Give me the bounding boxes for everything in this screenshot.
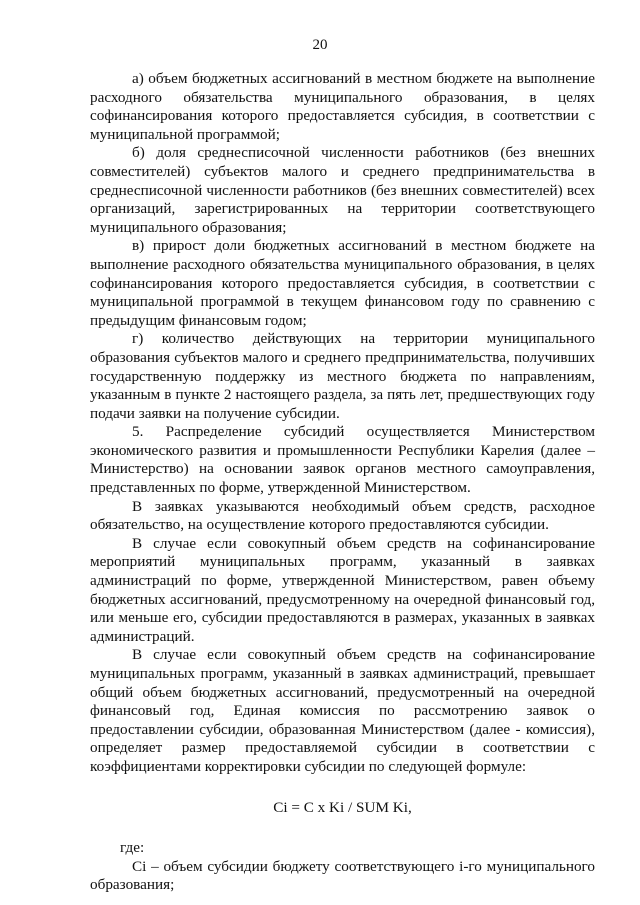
paragraph-g: г) количество действующих на территории муниципального образования субъектов малого и среднего предпринимательства, получивших государственную поддержку из местного бюджета по направлениям, указанным в пункте 2 настоящего раздела, за пять лет, предшествующих году подачи заявки на получение субсидии. <box>90 330 595 422</box>
paragraph-equal-case: В случае если совокупный объем средств на софинансирование мероприятий муниципальных программ, указанный в заявках администраций по форме, утвержденной Министерством, равен объему бюджетных ассигнований, предусмотренному на очередной финансовый год, или меньше его, субсидии предоставляются в размерах, указанных в заявках администраций. <box>90 534 595 645</box>
paragraph-a: а) объем бюджетных ассигнований в местном бюджете на выполнение расходного обязательства муниципального образования, в целях софинансирования которого предоставляется субсидия, в соответствии с муниципальной программой; <box>90 70 595 143</box>
document-body <box>90 70 595 895</box>
paragraph-requests: В заявках указываются необходимый объем средств, расходное обязательство, на осуществление которого предоставляются субсидии. <box>90 497 595 534</box>
where-label: где: <box>120 839 145 857</box>
paragraph-v: в) прирост доли бюджетных ассигнований в местном бюджете на выполнение расходного обязательства муниципального образования, в целях софинансирования которого предоставляется субсидия, в соответствии с муниципальной программой в текущем финансовом году по сравнению с предыдущим финансовым годом; <box>90 237 595 329</box>
page-number: 20 <box>312 37 328 53</box>
paragraph-5: 5. Распределение субсидий осуществляется Министерством экономического развития и промышленности Республики Карелия (далее – Министерство) на основании заявок органов местного самоуправления, представленных по форме, утвержденной Министерством. <box>90 423 595 497</box>
paragraph-exceeds-case: В случае если совокупный объем средств на софинансирование муниципальных программ, указанный в заявках администраций, превышает общий объем бюджетных ассигнований, предусмотренный на очередной финансовый год, Единая комиссия по рассмотрению заявок о предоставлении субсидии, образованная Министерством (далее - комиссия), определяет размер предоставляемой субсидии в соответствии с коэффициентами корректировки субсидии по следующей формуле: <box>90 646 595 775</box>
definition-ci: Ci – объем субсидии бюджету соответствующего i-го муниципального образования; <box>90 857 595 894</box>
formula: Ci = C x Ki / SUM Ki, <box>273 798 412 816</box>
paragraph-b: б) доля среднесписочной численности работников (без внешних совместителей) субъектов малого и среднего предпринимательства в среднесписочной численности работников (без внешних совместителей) всех организаций, зарегистрированных на территории соответствующего муниципального образования; <box>90 144 595 236</box>
